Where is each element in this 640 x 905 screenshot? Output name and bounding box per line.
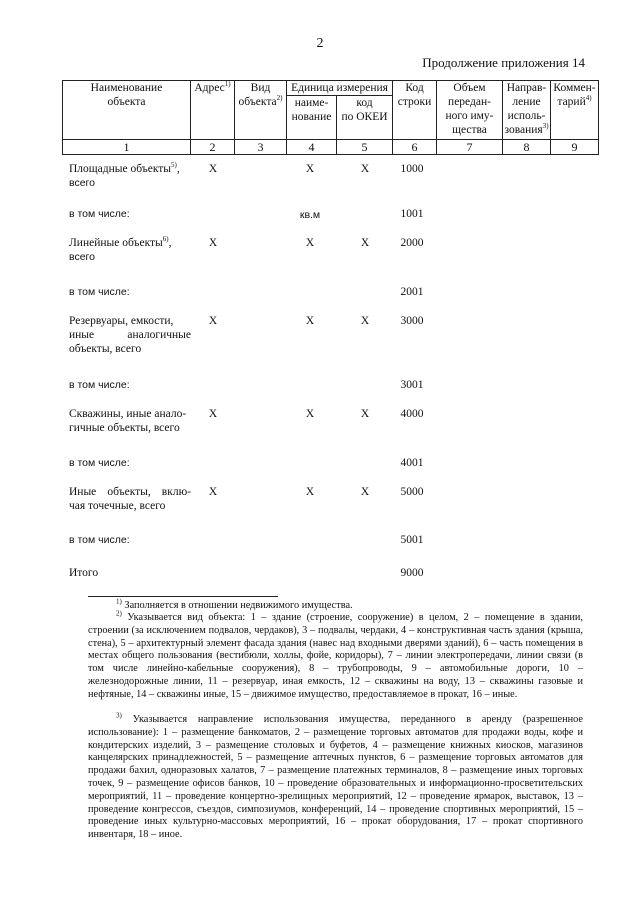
col-number: 3 bbox=[235, 140, 287, 155]
col-number: 9 bbox=[551, 140, 599, 155]
row-unit-name: Х bbox=[305, 237, 315, 249]
col-number: 4 bbox=[287, 140, 337, 155]
footnote-3: $^{3)}$ Указывается направление использования имущества, переданного в аренду (разрешенное использование): 1 – размещение банкоматов, 2 – размещение торговых автоматов для продажи воды, кофе и кондитерских изделий, 3 – размещение столовых и буфетов, 4 – размещение книжных киосков, магазинов канцелярских принадлежностей, 5 – размещение аптечных пунктов, 6 – размещение торговых автоматов для продажи бахил, одноразовых халатов, 7 – размещение платежных терминалов, 8 – размещение иных торговых точек, 9 – размещение офисов банков, 10 – проведение образовательных и информационно-просветительских мероприятий, 11 – проведение концертно-зрелищных мероприятий, 12 – проведение ярмарок, выставок, 13 – проведение конгрессов, съездов, симпозиумов, конференций, 14 – проведение спортивных мероприятий, 15 – проведение иных культурно-массовых мероприятий, 16 – прокат оборудования, 17 – прокат спортивного инвентаря, 18 – иное. bbox=[88, 711, 583, 841]
row-unit-code: Х bbox=[360, 408, 370, 420]
row-unit-name: Х bbox=[305, 486, 315, 498]
row-unit-name: Х bbox=[305, 163, 315, 175]
row-unit-code: Х bbox=[360, 486, 370, 498]
row-name: в том числе: bbox=[69, 286, 130, 298]
col-kind-header: Вид объекта$^{2)}$ bbox=[235, 81, 287, 140]
col-number: 6 bbox=[393, 140, 437, 155]
row-code: 1001 bbox=[400, 208, 424, 220]
col-unit-header: Единица измерения bbox=[287, 81, 393, 96]
row-code: 2000 bbox=[400, 237, 424, 249]
row-name: в том числе: bbox=[69, 534, 130, 546]
total-row-code: 9000 bbox=[400, 567, 424, 579]
page-number: 2 bbox=[316, 36, 324, 51]
col-name-header: Наименование объекта bbox=[63, 81, 191, 140]
row-name: Линейные объекты$^{6)}$, всего bbox=[69, 235, 172, 263]
col-number: 5 bbox=[337, 140, 393, 155]
row-code: 1000 bbox=[400, 163, 424, 175]
row-unit-name: кв.м bbox=[299, 209, 321, 221]
row-name: Резервуары, емкости, иные аналогичные объекты, всего bbox=[69, 315, 191, 355]
row-address: Х bbox=[208, 315, 218, 327]
col-volume-header: Объем передан- ного иму- щества bbox=[437, 81, 503, 140]
row-code: 4001 bbox=[400, 457, 424, 469]
row-name: Скважины, иные анало- гичные объекты, всего bbox=[69, 408, 187, 434]
footnote-2: $^{2)}$ Указывается вид объекта: 1 – здание (строение, сооружение) в целом, 2 – помещение в здании, строении (за исключением подвалов, чердаков), 3 – подвалы, чердаки, 4 – конструктивная часть здания (крыша, стена), 5 – архитектурный элемент фасада здания (навес над входными дверями зданий), 6 – часть помещения в местах общего пользования (вестибюли, холлы, фойе, коридоры), 7 – линии электропередачи, линии связи (в том числе линейно-кабельные сооружения), 8 – трубопроводы, 9 – автомобильные дороги, 10 – железнодорожные линии, 11 – резервуар, иная емкость, 12 – скважины на воду, 13 – скважины газовые и нефтяные, 14 – скважины иные, 15 – движимое имущество, предоставляемое в прокат, 16 – иные. bbox=[88, 609, 583, 700]
row-unit-code: Х bbox=[360, 237, 370, 249]
col-unit-code-header: код по ОКЕИ bbox=[337, 96, 393, 140]
col-number: 2 bbox=[191, 140, 235, 155]
col-direction-header: Направ- ление исполь- зования$^{3)}$ bbox=[503, 81, 551, 140]
col-address-header: Адрес$^{1)}$ bbox=[191, 81, 235, 140]
row-name: Площадные объекты$^{5)}$, всего bbox=[69, 161, 180, 189]
row-unit-code: Х bbox=[360, 315, 370, 327]
row-unit-name: Х bbox=[305, 408, 315, 420]
row-code: 3000 bbox=[400, 315, 424, 327]
row-address: Х bbox=[208, 163, 218, 175]
header-table bbox=[62, 80, 599, 155]
col-number: 8 bbox=[503, 140, 551, 155]
row-address: Х bbox=[208, 237, 218, 249]
row-unit-name: Х bbox=[305, 315, 315, 327]
col-rowcode-header: Код строки bbox=[393, 81, 437, 140]
col-number: 1 bbox=[63, 140, 191, 155]
col-comment-header: Коммен- тарий$^{4)}$ bbox=[551, 81, 599, 140]
row-code: 4000 bbox=[400, 408, 424, 420]
footnote-1: $^{1)}$ Заполняется в отношении недвижимого имущества. bbox=[116, 597, 353, 611]
row-unit-code: Х bbox=[360, 163, 370, 175]
continuation-label: Продолжение приложения 14 bbox=[422, 55, 585, 70]
row-code: 3001 bbox=[400, 379, 424, 391]
row-code: 2001 bbox=[400, 286, 424, 298]
row-name: в том числе: bbox=[69, 208, 130, 220]
row-name: в том числе: bbox=[69, 457, 130, 469]
total-row-name: Итого bbox=[69, 567, 99, 579]
row-name: в том числе: bbox=[69, 379, 130, 391]
col-unit-name-header: наиме- нование bbox=[287, 96, 337, 140]
row-code: 5001 bbox=[400, 534, 424, 546]
row-address: Х bbox=[208, 486, 218, 498]
row-address: Х bbox=[208, 408, 218, 420]
col-number: 7 bbox=[437, 140, 503, 155]
row-name: Иные объекты, вклю- чая точечные, всего bbox=[69, 486, 191, 512]
row-code: 5000 bbox=[400, 486, 424, 498]
